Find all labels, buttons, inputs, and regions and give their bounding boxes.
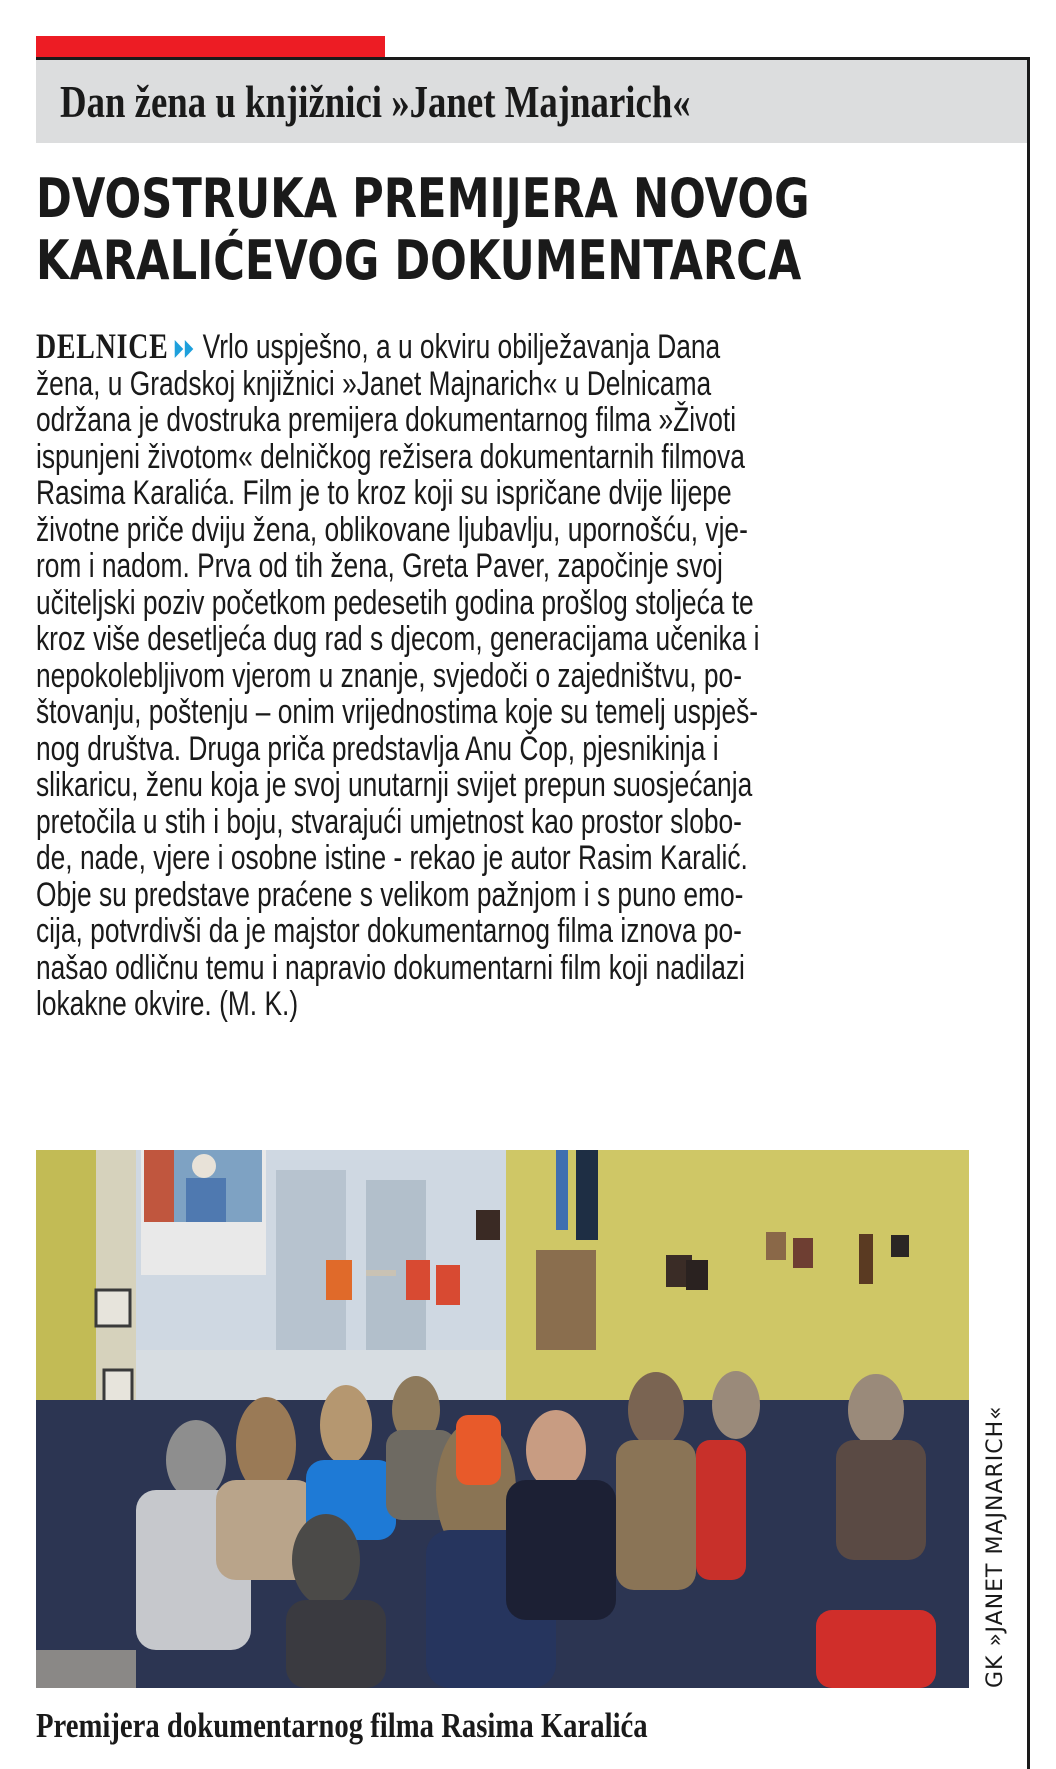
headline-line-2: KARALIĆEVOG DOKUMENTARCA (36, 229, 802, 292)
body-line: pretočila u stih i boju, stvarajući umjetnost kao prostor slobo- (36, 802, 742, 841)
body-line (36, 328, 951, 366)
body-line: nog društva. Druga priča predstavlja Anu Čop, pjesnikinja i (36, 729, 719, 768)
column-right-rule (1027, 57, 1030, 1769)
double-chevron-right-icon (173, 337, 196, 361)
body-line: rom i nadom. Prva od tih žena, Greta Paver, započinje svoj (36, 547, 723, 585)
body-line: Rasima Karalića. Film je to kroz koji su ispričane dvije lijepe (36, 474, 732, 512)
body-line: lokakne okvire. (M. K.) (36, 985, 299, 1023)
body-line: ispunjeni životom« delničkog režisera dokumentarnih filmova (36, 437, 745, 476)
audience-photo-illustration (36, 1150, 969, 1688)
body-line: žena, u Gradskoj knjižnici »Janet Majnarich« u Delnicama (36, 364, 712, 403)
body-line: kroz više desetljeća dug rad s djecom, generacijama učenika i (36, 620, 760, 658)
body-line: cija, potvrdivši da je majstor dokumentarnog filma iznova po- (36, 912, 742, 950)
body-line: našao odličnu temu i napravio dokumentarni film koji nadilazi (36, 948, 745, 987)
photo-credit: GK »JANET MAJNARICH« (983, 1405, 1008, 1688)
body-line: slikaricu, ženu koja je svoj unutarnji svijet prepun suosjećanja (36, 766, 753, 804)
article-headline (36, 168, 810, 292)
article-photo (36, 1150, 969, 1688)
article-body (36, 328, 951, 1023)
body-line: životne priče dviju žena, oblikovane ljubavlju, upornošću, vje- (36, 510, 748, 549)
section-accent-bar (36, 36, 385, 58)
body-line: Obje su predstave praćene s velikom pažnjom i s puno emo- (36, 875, 744, 914)
body-line: de, nade, vjere i osobne istine - rekao je autor Rasim Karalić. (36, 839, 748, 877)
article-kicker: Dan žena u knjižnici »Janet Majnarich« (60, 76, 691, 127)
dateline: DELNICE (36, 326, 169, 366)
body-line: održana je dvostruka premijera dokumentarnog filma »Životi (36, 401, 737, 439)
body-line: štovanju, poštenju – onim vrijednostima koje su temelj uspješ- (36, 693, 759, 731)
photo-caption: Premijera dokumentarnog filma Rasima Karalića (36, 1706, 648, 1745)
body-line: nepokolebljivom vjerom u znanje, svjedoči o zajedništvu, po- (36, 656, 742, 695)
body-line: učiteljski poziv početkom pedesetih godina prošlog stoljeća te (36, 583, 754, 622)
headline-line-1: DVOSTRUKA PREMIJERA NOVOG (36, 167, 810, 230)
body-line-text: Vrlo uspješno, a u okviru obilježavanja Dana (202, 328, 721, 366)
